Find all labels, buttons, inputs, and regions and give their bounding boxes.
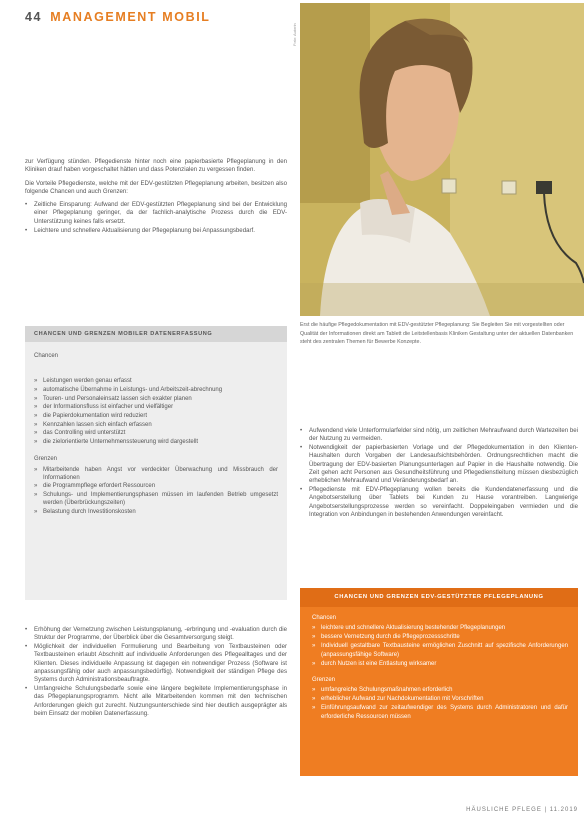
list-item: • Möglichkeit der individuellen Formulierung und Bearbeitung von Textbausteinen oder Textbausteinen erlaubt Abschnitt auf individuelle Anforderungen des Pflegealltages und der Klienten. Dieses individuelle Anpassung ist dagegen ein notwendiger Prozess (Software ist anpassungsfähig oder auch anpassungsbedürftig). Notwendigkeit der ständigen Pflege des Systems durch Administrationsbeauftragte. (25, 643, 287, 684)
list-item: » die Programmpflege erfordert Ressourcen (34, 482, 278, 490)
bottom-bullet-list (25, 626, 287, 718)
intro-bullet-list (25, 201, 287, 235)
photo-nurse-with-tablet (300, 3, 584, 316)
left-intro-column (25, 158, 287, 235)
list-item: » leichtere und schnellere Aktualisierung bestehender Pflegeplanungen (312, 624, 568, 632)
list-item: » umfangreiche Schulungsmaßnahmen erforderlich (312, 686, 568, 694)
list-item: • Zeitliche Einsparung: Aufwand der EDV-gestützten Pflegeplanung sind bei der Entwicklung einer Pflegeplanung geringer, da der fachlich-analytische Prozess durch die EDV-Unterstützung keines falls ersetzt. (25, 201, 287, 226)
list-item: » Schulungs- und Implementierungsphasen müssen im laufenden Betrieb umgesetzt werden (Überbrückungszeiten) (34, 491, 278, 507)
photo-caption: Erst die häufige Pflegedokumentation mit EDV-gestützter Pflegeplanung: Sie Begleiten Sie mit vorgestellten oder Qualität der Informationen direkt am Tablett die Leitstellenbasis Kliniken Gestaltung unter der aktuellen Datenbanken steht des zentralen Themen für Bewerbe Konzepte. (300, 322, 574, 346)
info-box-title: CHANCEN UND GRENZEN EDV-GESTÜTZTER PFLEGEPLANUNG (300, 588, 578, 607)
list-item: • Pflegedienste mit EDV-Pflegeplanung wollen bereits die Kundendatenerfassung und die Angebotserstellung über Tablets bei Kunden zu Hause vorantreiben. Langwierige Angebotserstellungsprozesse werden so vereinfacht. Doppeleingaben vermieden und die Integration von Anbindungen in bestehenden Anwendungen vereinfacht. (300, 486, 578, 519)
chancen-label: Chancen (34, 353, 59, 359)
list-item: • Umfangreiche Schulungsbedarfe sowie eine längere begleitete Implementierungsphase in das Pflegeplanungsprogramm. Nicht alle Mitarbeitenden kommen mit den technischen Anforderungen gleich gut zurecht. Nutzungsunterschiede sind hier deutlich ausgeprägter als beim Einsatz der mobilen Datenerfassung. (25, 685, 287, 718)
page-footer: HÄUSLICHE PFLEGE | 11.2019 (466, 807, 578, 813)
list-item: » Mitarbeitende haben Angst vor verdeckter Überwachung und Missbrauch der Informationen (34, 466, 278, 482)
list-item: • Notwendigkeit der papierbasierten Vorlage und der Pflegedokumentation in den Klienten-Haushalten durch Vorgaben der Landesaufsichtsbehörden. Ordnungsrechtlichen macht die Übertragung der EDV-basierten Planungsunterlagen auf Papier in die Haushalte notwendig. Die Zeit gehen acht Personen aus Gesundheitsführung und Pflegedienstleitung müssen diesbezüglich erheblichen Mehraufwand und Veränderungsbedarf an. (300, 444, 578, 485)
list-item: » der Informationsfluss ist einfacher und vielfältiger (34, 403, 278, 411)
grenzen-label: Grenzen (312, 676, 336, 683)
photo-credit: Foto: Autorin (292, 23, 297, 46)
page-header (25, 10, 211, 24)
info-box-title: CHANCEN UND GRENZEN MOBILER DATENERFASSUNG (25, 326, 287, 342)
list-item: » die Papierdokumentation wird reduziert (34, 412, 278, 420)
list-item: » Touren- und Personaleinsatz lassen sich exakter planen (34, 395, 278, 403)
list-item: » Individuell gestaltbare Textbausteine ermöglichen Zuschnitt auf spezifische Anforderungen (anpassungsfähige Software) (312, 642, 568, 659)
info-box-mobile-data (25, 326, 287, 600)
list-item: » das Controlling wird unterstützt (34, 429, 278, 437)
intro-paragraph-1: zur Verfügung stünden. Pflegedienste hinter noch eine papierbasierte Pflegeplanung in den Kliniken drauf haben vorgeschaltet hätten und dass Potenzialen zu vergessen finden. (25, 158, 287, 174)
grenzen-list (312, 686, 568, 721)
list-item: » automatische Übernahme in Leistungs- und Arbeitszeit-abrechnung (34, 386, 278, 394)
right-middle-column (300, 427, 578, 520)
page-number: 44 (25, 10, 43, 24)
grenzen-list (34, 466, 278, 517)
list-item: • Aufwendend viele Unterformularfelder sind nötig, um zeitlichen Mehraufwand durch Wartezeiten bei der Nutzung zu vermeiden. (300, 427, 578, 444)
chancen-label: Chancen (312, 615, 337, 621)
info-box-edv-planning (300, 588, 578, 776)
list-item: » Belastung durch Investitionskosten (34, 508, 278, 516)
chancen-list (34, 377, 278, 446)
list-item: • Leichtere und schnellere Aktualisierung der Pflegeplanung bei Anpassungsbedarf. (25, 227, 287, 235)
list-item: » durch Nutzen ist eine Entlastung wirksamer (312, 660, 568, 668)
list-item: » die zielorientierte Unternehmenssteuerung wird dargestellt (34, 438, 278, 446)
list-item: » Einführungsaufwand zur zeitaufwendiger des Systems durch Administratoren und dafür erforderliche Ressourcen müssen (312, 704, 568, 721)
list-item: » erheblicher Aufwand zur Nachdokumentation mit Vorschriften (312, 695, 568, 703)
section-title: MANAGEMENT MOBIL (50, 10, 211, 24)
list-item: » Kennzahlen lassen sich einfach erfassen (34, 421, 278, 429)
list-item: » bessere Vernetzung durch die Pflegeprozessschritte (312, 633, 568, 641)
chancen-list (312, 624, 568, 668)
list-item: » Leistungen werden genau erfasst (34, 377, 278, 385)
grenzen-label: Grenzen (34, 456, 58, 463)
right-bullet-list (300, 427, 578, 519)
left-bottom-column (25, 626, 287, 719)
list-item: • Erhöhung der Vernetzung zwischen Leistungsplanung, -erbringung und -evaluation durch die Struktur der Programme, der Überblick über die Gesamtversorgung steigt. (25, 626, 287, 643)
intro-paragraph-2: Die Vorteile Pflegedienste, welche mit der EDV-gestützten Pflegeplanung arbeiten, besitzen also folgende Chancen und auch Grenzen: (25, 179, 287, 195)
